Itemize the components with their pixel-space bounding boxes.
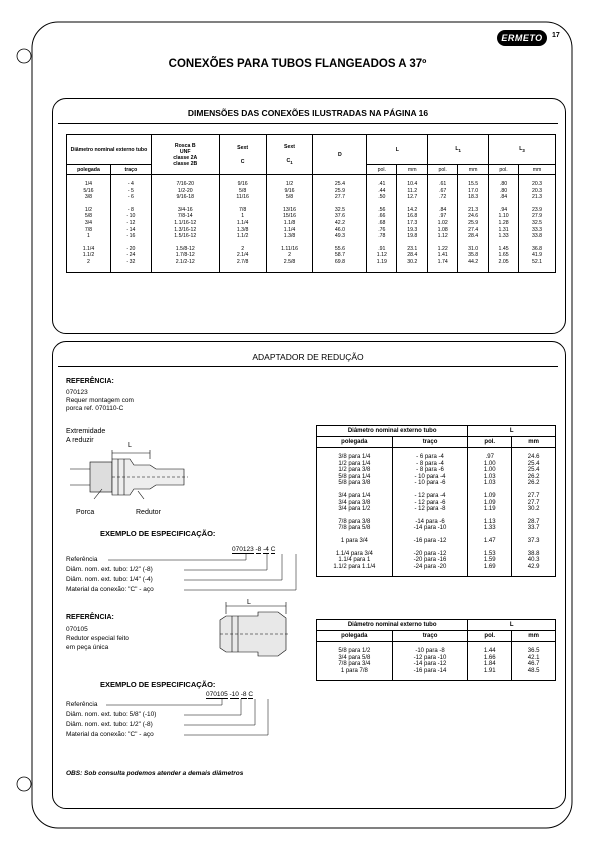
table-cell: 1/2 (266, 181, 313, 188)
col-l3: $L_3$ (489, 135, 556, 165)
fig1-label-porca: Porca (76, 509, 95, 516)
table-cell: 1.03 (468, 480, 512, 487)
table-cell: - 12 para -8 (392, 506, 468, 513)
table-cell: -14 para -12 (392, 661, 468, 668)
adapter-title: ADAPTADOR DE REDUÇÃO (252, 352, 364, 362)
table-cell: 38.8 (512, 551, 556, 558)
table-cell: 42.1 (512, 655, 556, 662)
spacer-row (317, 674, 556, 681)
example-2-line: Referência (66, 701, 98, 708)
table-cell: 1.03 (468, 474, 512, 481)
table-cell: -16 para -14 (392, 668, 468, 675)
table-cell: 24.6 (512, 454, 556, 461)
table-cell: 1.3/8 (266, 233, 313, 240)
table-cell: 1.1/8 (266, 220, 313, 227)
table-row (317, 506, 556, 513)
table-cell: 1.69 (468, 564, 512, 571)
table-row (317, 525, 556, 532)
reference-1-note: Requer montagem com (66, 397, 134, 404)
table-cell: .84 (489, 194, 519, 201)
reducer-table-2 (316, 619, 556, 681)
table-cell: 25.9 (458, 220, 489, 227)
table-cell: 5/8 para 1/2 (317, 648, 393, 655)
table-cell: 7/8-14 (151, 213, 219, 220)
table-cell: 1.09 (468, 493, 512, 500)
table-cell: 19.8 (397, 233, 428, 240)
table-cell: 1.1/16-12 (151, 220, 219, 227)
table-cell: 20.3 (519, 181, 556, 188)
table-cell: 1.1/2 para 1.1/4 (317, 564, 393, 571)
table-cell: - 12 para -4 (392, 493, 468, 500)
table-cell: 5/8 para 1/4 (317, 474, 393, 481)
table-cell: 27.7 (512, 493, 556, 500)
table-cell: - 24 (110, 252, 151, 259)
table-cell: 12.7 (397, 194, 428, 201)
table-row (317, 480, 556, 487)
reducer-table-1 (316, 425, 556, 577)
table-cell: - 32 (110, 259, 151, 266)
table-cell: 44.2 (458, 259, 489, 266)
col-diametro: Diâmetro nominal externo tubo (67, 135, 152, 165)
fig1-label-a-reduzir: A reduzir (66, 437, 94, 444)
table-cell: 25.4 (512, 467, 556, 474)
table-cell: 1.11/16 (266, 246, 313, 253)
example-1-title: EXEMPLO DE ESPECIFICAÇÃO: (100, 529, 216, 538)
col-mm: mm (397, 165, 428, 175)
col-mm: mm (519, 165, 556, 175)
table-cell: 37.3 (512, 538, 556, 545)
table-cell: 1.66 (468, 655, 512, 662)
table-row (317, 551, 556, 558)
table-row (317, 519, 556, 526)
spacer-cell (468, 674, 512, 681)
table-cell: 7/8 para 5/8 (317, 525, 393, 532)
table-cell: 1.5/8-12 (151, 246, 219, 253)
table-cell: 42.2 (313, 220, 367, 227)
table-cell: -14 para -10 (392, 525, 468, 532)
table-cell: 24.6 (458, 213, 489, 220)
reference-2-label: REFERÊNCIA: (66, 614, 114, 621)
table-cell: .56 (367, 207, 397, 214)
table-cell: 1.1/4 para 1 (317, 557, 393, 564)
dimensions-title: DIMENSÕES DAS CONEXÕES ILUSTRADAS NA PÁGINA 16 (187, 108, 429, 118)
table-cell: 27.4 (458, 227, 489, 234)
table-cell: 2.7/8 (219, 259, 266, 266)
table-cell: 48.5 (512, 668, 556, 675)
table-cell: 36.5 (512, 648, 556, 655)
example-2-line: Diâm. nom. ext. tubo: 5/8" (-10) (66, 711, 157, 718)
table-cell: 1.13 (468, 519, 512, 526)
table-cell: 1.84 (468, 661, 512, 668)
table-cell: 3/4 para 3/8 (317, 500, 393, 507)
t2-col-diametro: Diâmetro nominal externo tubo (317, 620, 468, 631)
table-cell: 9/16 (219, 181, 266, 188)
t1-col-traco: traço (392, 437, 468, 448)
t2-col-l: L (468, 620, 556, 631)
table-cell: 1.1/4 para 3/4 (317, 551, 393, 558)
table-cell: 41.9 (519, 252, 556, 259)
table-cell: - 8 para -6 (392, 467, 468, 474)
table-cell: .94 (489, 207, 519, 214)
table-cell: 1/2-20 (151, 188, 219, 195)
table-cell: 1.28 (489, 220, 519, 227)
table-cell: 2.1/4 (219, 252, 266, 259)
table-cell: - 20 (110, 246, 151, 253)
col-pol: pol. (428, 165, 458, 175)
example-1-line: Material da conexão: "C" - aço (66, 586, 154, 593)
reference-1-label: REFERÊNCIA: (66, 378, 114, 385)
col-pol: pol. (489, 165, 519, 175)
example-1-line: Referência (66, 556, 98, 563)
table-cell: 30.2 (397, 259, 428, 266)
table-row (317, 648, 556, 655)
table-cell: 1.53 (468, 551, 512, 558)
t1-col-polegada: polegada (317, 437, 393, 448)
col-traco: traço (110, 165, 151, 175)
table-cell: 11/16 (219, 194, 266, 201)
table-cell: 2 (266, 252, 313, 259)
table-cell: 9/16-18 (151, 194, 219, 201)
table-cell: 28.4 (397, 252, 428, 259)
table-cell: - 10 para -4 (392, 474, 468, 481)
table-row (317, 493, 556, 500)
spacer-cell (468, 570, 512, 577)
table-cell: 1.7/8-12 (151, 252, 219, 259)
table-cell: 55.6 (313, 246, 367, 253)
table-cell: 23.9 (519, 207, 556, 214)
table-cell: 1.1/2 (219, 233, 266, 240)
table-cell: 11.2 (397, 188, 428, 195)
table-cell: .44 (367, 188, 397, 195)
table-cell: 42.9 (512, 564, 556, 571)
t2-col-polegada: polegada (317, 631, 393, 642)
table-cell: -20 para -16 (392, 557, 468, 564)
table-cell: 1/2 (67, 207, 111, 214)
table-cell: 33.3 (519, 227, 556, 234)
table-cell: 1.02 (428, 220, 458, 227)
table-cell: .67 (428, 188, 458, 195)
table-cell: 10.4 (397, 181, 428, 188)
table-cell: 25.9 (313, 188, 367, 195)
table-cell: 1.1/4 (67, 246, 111, 253)
page-number: 17 (552, 32, 560, 39)
table-cell: 1.00 (468, 461, 512, 468)
table-cell: .41 (367, 181, 397, 188)
table-cell: - 4 (110, 181, 151, 188)
table-cell: 1.1/2 (67, 252, 111, 259)
table-cell: 36.8 (519, 246, 556, 253)
col-sext-c: Sext C (219, 135, 266, 175)
fig2-label-L: L (247, 599, 251, 606)
table-cell: 1.44 (468, 648, 512, 655)
table-cell: 3/4 (67, 220, 111, 227)
table-cell: -14 para -6 (392, 519, 468, 526)
table-cell: 46.0 (313, 227, 367, 234)
table-cell: - 12 (110, 220, 151, 227)
table-row (317, 474, 556, 481)
example-1-code: 070123 -8 -4 C (232, 546, 276, 553)
t2-col-traco: traço (392, 631, 468, 642)
table-cell: 5/8 (219, 188, 266, 195)
table-cell: 1.1/4 (266, 227, 313, 234)
table-cell: 35.8 (458, 252, 489, 259)
table-cell: 17.0 (458, 188, 489, 195)
table-cell: 7/8 (219, 207, 266, 214)
table-cell: .68 (367, 220, 397, 227)
table-row (317, 668, 556, 675)
table-cell: 3/4 para 5/8 (317, 655, 393, 662)
table-cell: 17.3 (397, 220, 428, 227)
table-row (317, 454, 556, 461)
col-pol: pol. (367, 165, 397, 175)
ermeto-logo: ERMETO (497, 30, 547, 46)
table-cell: 40.3 (512, 557, 556, 564)
table-cell: .97 (468, 454, 512, 461)
table-cell: .80 (489, 181, 519, 188)
table-cell: 1.47 (468, 538, 512, 545)
table-cell: 1.12 (428, 233, 458, 240)
table-cell: 7/8 para 3/8 (317, 519, 393, 526)
fig1-label-redutor: Redutor (136, 509, 161, 516)
table-cell: 27.7 (512, 500, 556, 507)
table-cell: .84 (428, 207, 458, 214)
spacer-cell (512, 570, 556, 577)
spacer-row (317, 570, 556, 577)
table-cell: -16 para -12 (392, 538, 468, 545)
table-cell: - 6 para -4 (392, 454, 468, 461)
spacer-cell (512, 674, 556, 681)
table-cell: 26.2 (512, 474, 556, 481)
table-cell: .97 (428, 213, 458, 220)
table-cell: 3/8 (67, 194, 111, 201)
table-cell: 2.1/2-12 (151, 259, 219, 266)
table-cell: 1.41 (428, 252, 458, 259)
col-mm: mm (458, 165, 489, 175)
table-row (317, 661, 556, 668)
table-cell: -12 para -10 (392, 655, 468, 662)
t2-col-pol: pol. (468, 631, 512, 642)
table-cell: 3/4-16 (151, 207, 219, 214)
col-l: L (367, 135, 428, 165)
table-cell: 1.00 (468, 467, 512, 474)
table-cell: 27.9 (519, 213, 556, 220)
table-cell: .66 (367, 213, 397, 220)
table-cell: 1.65 (489, 252, 519, 259)
table-cell: 5/8 para 3/8 (317, 480, 393, 487)
table-cell: 30.2 (512, 506, 556, 513)
table-cell: 32.5 (313, 207, 367, 214)
table-cell: 33.8 (519, 233, 556, 240)
col-rosca: Rosca B UNF classe 2A classe 2B (151, 135, 219, 175)
table-row (317, 538, 556, 545)
table-cell: 20.3 (519, 188, 556, 195)
table-cell: 52.1 (519, 259, 556, 266)
table-cell: .76 (367, 227, 397, 234)
table-cell: 3/8 para 1/4 (317, 454, 393, 461)
example-2-title: EXEMPLO DE ESPECIFICAÇÃO: (100, 680, 216, 689)
table-cell: 49.3 (313, 233, 367, 240)
table-cell: 1.74 (428, 259, 458, 266)
table-cell: 1.08 (428, 227, 458, 234)
reference-1-note: porca ref. 070110-C (66, 405, 124, 412)
table-cell: 28.7 (512, 519, 556, 526)
table-cell: .80 (489, 188, 519, 195)
table-cell: 7/8 (67, 227, 111, 234)
table-cell: 1.19 (468, 506, 512, 513)
obs-note: OBS: Sob consulta podemos atender a demais diâmetros (66, 770, 244, 777)
table-cell: 2 (219, 246, 266, 253)
table-cell: 15/16 (266, 213, 313, 220)
table-cell: - 12 para -6 (392, 500, 468, 507)
table-cell: 46.7 (512, 661, 556, 668)
col-polegada: polegada (67, 165, 111, 175)
table-cell: 1/2 para 3/8 (317, 467, 393, 474)
table-cell: - 10 para -6 (392, 480, 468, 487)
table-row (317, 461, 556, 468)
table-cell: 1.22 (428, 246, 458, 253)
fig1-label-extremidade: Extremidade (66, 428, 106, 435)
table-row (317, 564, 556, 571)
spacer-cell (317, 674, 393, 681)
table-cell: 1.1/4 (219, 220, 266, 227)
table-cell: 13/16 (266, 207, 313, 214)
table-cell: 1.33 (489, 233, 519, 240)
reference-1-code: 070123 (66, 389, 88, 396)
table-cell: 69.8 (313, 259, 367, 266)
example-2-line: Diâm. nom. ext. tubo: 1/2" (-8) (66, 721, 153, 728)
table-cell: 1.59 (468, 557, 512, 564)
table-cell: - 5 (110, 188, 151, 195)
table-cell: 1.10 (489, 213, 519, 220)
table-cell: - 8 para -4 (392, 461, 468, 468)
table-cell: 1.09 (468, 500, 512, 507)
table-cell: 16.8 (397, 213, 428, 220)
example-2-line: Material da conexão: "C" - aço (66, 731, 154, 738)
table-cell: .61 (428, 181, 458, 188)
table-cell: - 10 (110, 213, 151, 220)
fig1-label-L: L (128, 442, 132, 449)
table-cell: - 14 (110, 227, 151, 234)
t1-col-pol: pol. (468, 437, 512, 448)
table-cell: 1.19 (367, 259, 397, 266)
table-cell: 1/2 para 1/4 (317, 461, 393, 468)
col-l1: $L_1$ (428, 135, 489, 165)
table-cell: 9/16 (266, 188, 313, 195)
page-title: CONEXÕES PARA TUBOS FLANGEADOS A 37º (168, 58, 427, 70)
table-cell: 1 (219, 213, 266, 220)
table-row (317, 557, 556, 564)
table-cell: 5/8 (266, 194, 313, 201)
table-row (317, 500, 556, 507)
table-cell: 33.7 (512, 525, 556, 532)
spacer-cell (317, 570, 393, 577)
table-cell: 15.5 (458, 181, 489, 188)
table-cell: -10 para -8 (392, 648, 468, 655)
table-cell: 1.31 (489, 227, 519, 234)
table-cell: 27.7 (313, 194, 367, 201)
reference-2-code: 070105 (66, 626, 88, 633)
table-cell: 31.0 (458, 246, 489, 253)
table-cell: 14.2 (397, 207, 428, 214)
table-cell: 21.3 (458, 207, 489, 214)
table-cell: 3/4 para 1/2 (317, 506, 393, 513)
table-cell: 7/8 para 3/4 (317, 661, 393, 668)
example-1-line: Diâm. nom. ext. tubo: 1/2" (-8) (66, 566, 153, 573)
table-cell: 1.5/16-12 (151, 233, 219, 240)
table-cell: .50 (367, 194, 397, 201)
table-cell: 58.7 (313, 252, 367, 259)
table-cell: 32.5 (519, 220, 556, 227)
table-cell: -20 para -12 (392, 551, 468, 558)
table-cell: 18.3 (458, 194, 489, 201)
example-1-line: Diâm. nom. ext. tubo: 1/4" (-4) (66, 576, 153, 583)
table-cell: 5/8 (67, 213, 111, 220)
table-row (317, 655, 556, 662)
table-cell: 37.6 (313, 213, 367, 220)
table-cell: 25.4 (313, 181, 367, 188)
table-cell: - 16 (110, 233, 151, 240)
table-cell: 1.3/8 (219, 227, 266, 234)
table-cell: 1.91 (468, 668, 512, 675)
t1-col-mm: mm (512, 437, 556, 448)
table-cell: 28.4 (458, 233, 489, 240)
spacer-cell (392, 674, 468, 681)
table-cell: 1 para 3/4 (317, 538, 393, 545)
table-cell: 1 (67, 233, 111, 240)
table-cell: .91 (367, 246, 397, 253)
table-cell: 1.45 (489, 246, 519, 253)
table-cell: - 6 (110, 194, 151, 201)
table-cell: 2 (67, 259, 111, 266)
t2-col-mm: mm (512, 631, 556, 642)
table-cell: 19.3 (397, 227, 428, 234)
table-cell: 1 para 7/8 (317, 668, 393, 675)
table-cell: 23.1 (397, 246, 428, 253)
table-cell: 1/4 (67, 181, 111, 188)
reference-2-note: em peça única (66, 644, 109, 651)
t1-col-diametro: Diâmetro nominal externo tubo (317, 426, 468, 437)
col-sext-c1: Sext $C_1$ (266, 135, 313, 175)
table-cell: -24 para -20 (392, 564, 468, 571)
reference-2-note: Redutor especial feito (66, 635, 129, 642)
table-cell: 26.2 (512, 480, 556, 487)
table-cell: 7/16-20 (151, 181, 219, 188)
table-cell: .72 (428, 194, 458, 201)
table-cell: 1.3/16-12 (151, 227, 219, 234)
table-row (317, 467, 556, 474)
table-cell: 1.12 (367, 252, 397, 259)
table-cell: .78 (367, 233, 397, 240)
t1-col-l: L (468, 426, 556, 437)
spacer-cell (392, 570, 468, 577)
table-cell: 3/4 para 1/4 (317, 493, 393, 500)
table-cell: 21.3 (519, 194, 556, 201)
table-cell: - 8 (110, 207, 151, 214)
table-cell: 5/16 (67, 188, 111, 195)
table-cell: 1.33 (468, 525, 512, 532)
table-cell: 2.05 (489, 259, 519, 266)
table-cell: 25.4 (512, 461, 556, 468)
table-cell: 2.5/8 (266, 259, 313, 266)
example-2-code: 070105 -10 -8 C (206, 691, 254, 698)
col-d: D (313, 135, 367, 175)
